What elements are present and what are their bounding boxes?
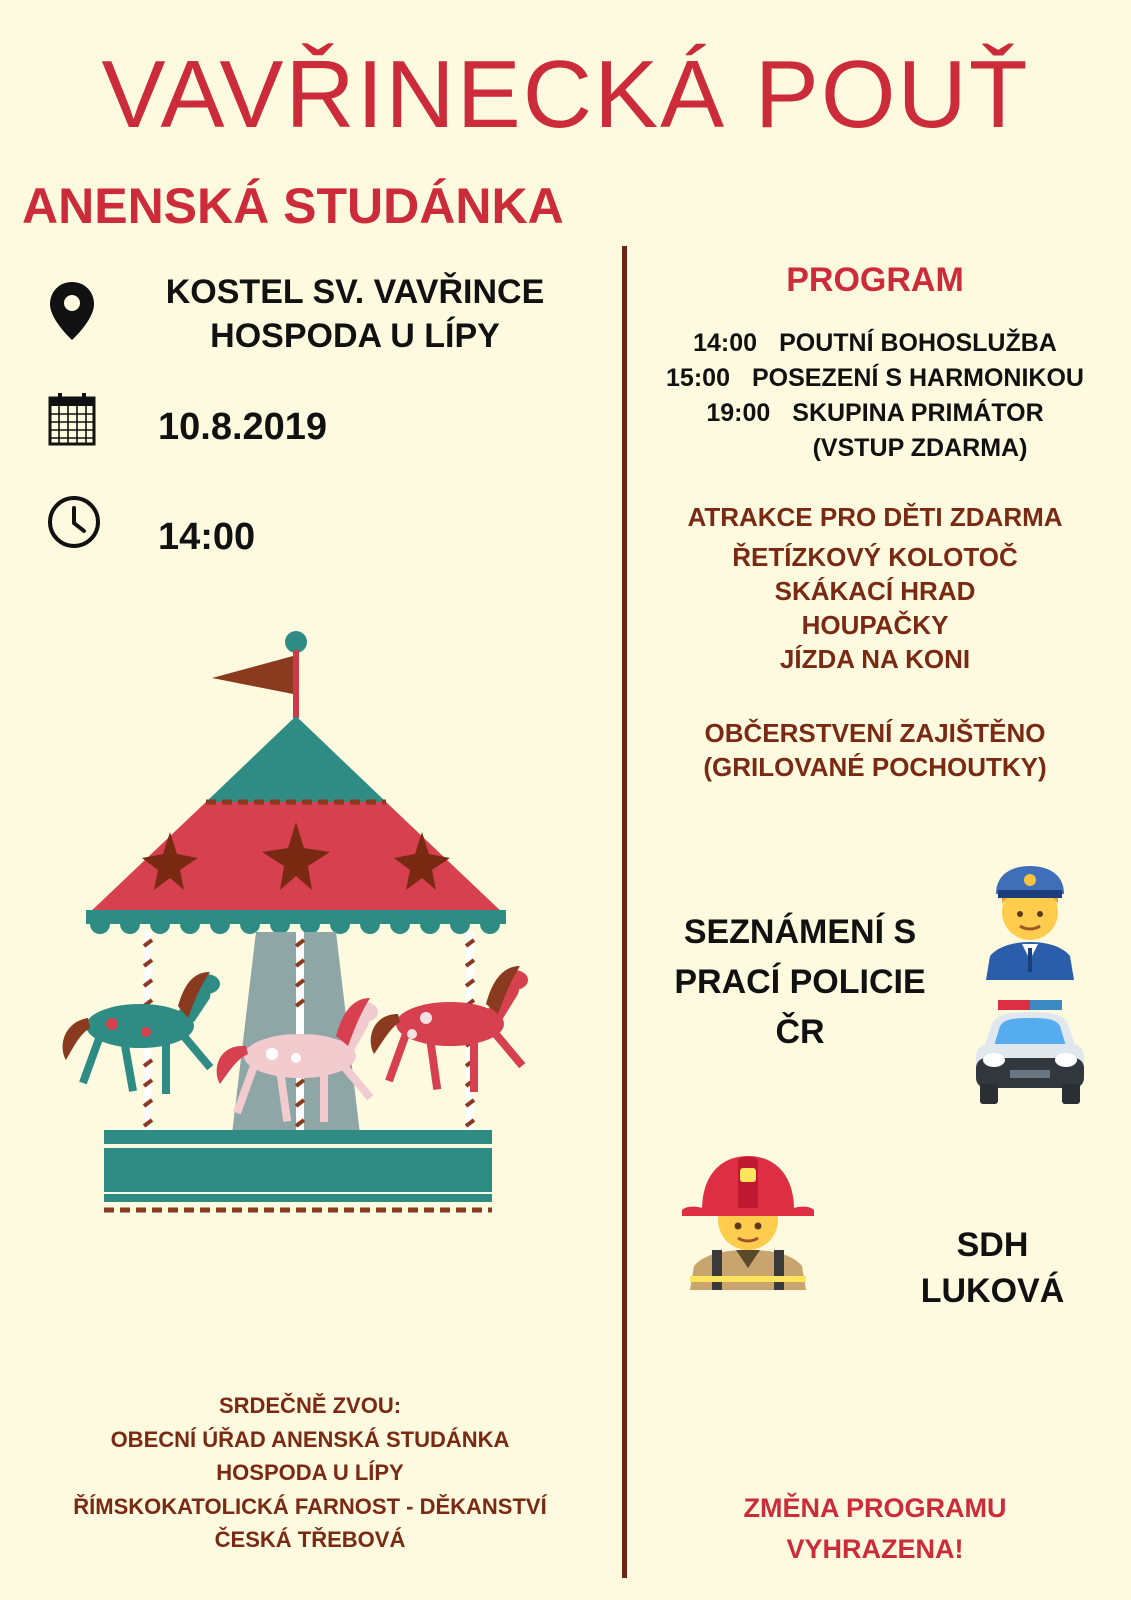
- police-officer-icon: [982, 860, 1078, 980]
- attraction-item: HOUPAČKY: [801, 610, 949, 640]
- credits-line: ŘÍMSKOKATOLICKÁ FARNOST - DĚKANSTVÍ: [73, 1493, 547, 1519]
- attractions-block: [630, 500, 1120, 676]
- program-item: 15:00 POSEZENÍ S HARMONIKOU: [666, 364, 1084, 392]
- program-list: [630, 326, 1120, 466]
- disclaimer: [660, 1488, 1090, 1570]
- police-line: PRACÍ POLICIE: [674, 963, 926, 1001]
- program-item: 14:00 POUTNÍ BOHOSLUŽBA: [693, 329, 1057, 357]
- map-pin-icon: [48, 280, 96, 342]
- food-line: OBČERSTVENÍ ZAJIŠTĚNO: [704, 718, 1046, 748]
- food-line: (GRILOVANÉ POCHOUTKY): [703, 752, 1047, 782]
- credits-line: ČESKÁ TŘEBOVÁ: [214, 1527, 406, 1552]
- program-note: (VSTUP ZDARMA): [812, 434, 1028, 462]
- clock-icon: [46, 494, 102, 550]
- attraction-item: JÍZDA NA KONI: [779, 644, 971, 674]
- police-car-icon: [970, 996, 1090, 1108]
- firefighters-line: LUKOVÁ: [920, 1272, 1065, 1310]
- police-line: SEZNÁMENÍ S: [683, 913, 917, 951]
- credits-block: [20, 1389, 600, 1557]
- credits-heading: SRDEČNĚ ZVOU:: [218, 1393, 402, 1418]
- page-title: VAVŘINECKÁ POUŤ: [101, 41, 1030, 148]
- firefighter-icon: [682, 1150, 814, 1290]
- disclaimer-line: ZMĚNA PROGRAMU: [743, 1493, 1007, 1523]
- venue-church: KOSTEL SV. VAVŘINCE: [165, 273, 545, 311]
- carousel-illustration: [50, 626, 540, 1222]
- venue-block: [120, 270, 590, 358]
- firefighters-line: SDH: [956, 1226, 1029, 1264]
- event-time: 14:00: [158, 516, 256, 558]
- police-line: ČR: [775, 1013, 825, 1051]
- food-block: [630, 716, 1120, 784]
- attraction-item: SKÁKACÍ HRAD: [774, 576, 976, 606]
- calendar-icon: [48, 392, 98, 448]
- police-block: [630, 907, 970, 1057]
- attraction-item: ŘETÍZKOVÝ KOLOTOČ: [732, 542, 1018, 572]
- program-heading: PROGRAM: [786, 261, 964, 299]
- credits-line: OBECNÍ ÚŘAD ANENSKÁ STUDÁNKA: [110, 1426, 510, 1452]
- credits-line: HOSPODA U LÍPY: [216, 1460, 404, 1485]
- page-subtitle: ANENSKÁ STUDÁNKA: [22, 178, 564, 234]
- program-item: 19:00 SKUPINA PRIMÁTOR: [706, 399, 1044, 427]
- attractions-heading: ATRAKCE PRO DĚTI ZDARMA: [687, 502, 1063, 532]
- venue-pub: HOSPODA U LÍPY: [210, 317, 500, 355]
- column-divider: [622, 246, 627, 1578]
- firefighters-block: [880, 1222, 1105, 1314]
- disclaimer-line: VYHRAZENA!: [786, 1534, 964, 1564]
- event-date: 10.8.2019: [158, 406, 328, 448]
